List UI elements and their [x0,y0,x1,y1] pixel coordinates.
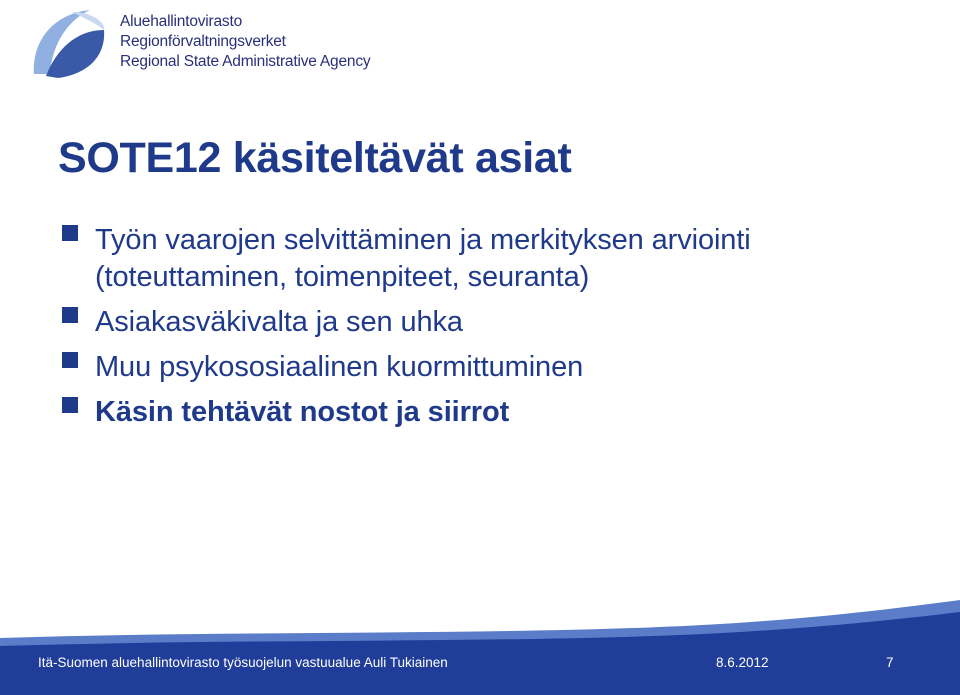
organization-names [120,12,370,72]
slide-title: SOTE12 käsiteltävät asiat [58,134,572,182]
bullet-item-manual-handling [62,394,942,431]
bullet-list [62,222,942,439]
org-name-finnish: Aluehallintovirasto [120,13,242,30]
footer-organization: Itä-Suomen aluehallintovirasto työsuojelun vastuualue Auli Tukiainen [38,655,448,670]
org-name-swedish: Regionförvaltningsverket [120,33,286,50]
footer-page-number: 7 [886,655,894,670]
agency-swoosh-logo-icon [28,4,108,80]
square-bullet-icon [62,397,78,413]
square-bullet-icon [62,352,78,368]
bullet-item-hazard-assessment [62,222,942,296]
bullet-item-client-violence [62,304,942,341]
bullet-text: Asiakasväkivalta ja sen uhka [95,306,463,338]
square-bullet-icon [62,225,78,241]
footer-wave-band [0,590,960,695]
bullet-item-psychosocial-load [62,349,942,386]
square-bullet-icon [62,307,78,323]
bullet-text: Muu psykososiaalinen kuormittuminen [95,351,584,383]
org-name-english: Regional State Administrative Agency [120,53,371,70]
bullet-text: Käsin tehtävät nostot ja siirrot [95,396,510,428]
footer-date: 8.6.2012 [716,655,769,670]
bullet-text: Työn vaarojen selvittäminen ja merkityksen arviointi (toteuttaminen, toimenpiteet, seuranta) [95,224,751,293]
